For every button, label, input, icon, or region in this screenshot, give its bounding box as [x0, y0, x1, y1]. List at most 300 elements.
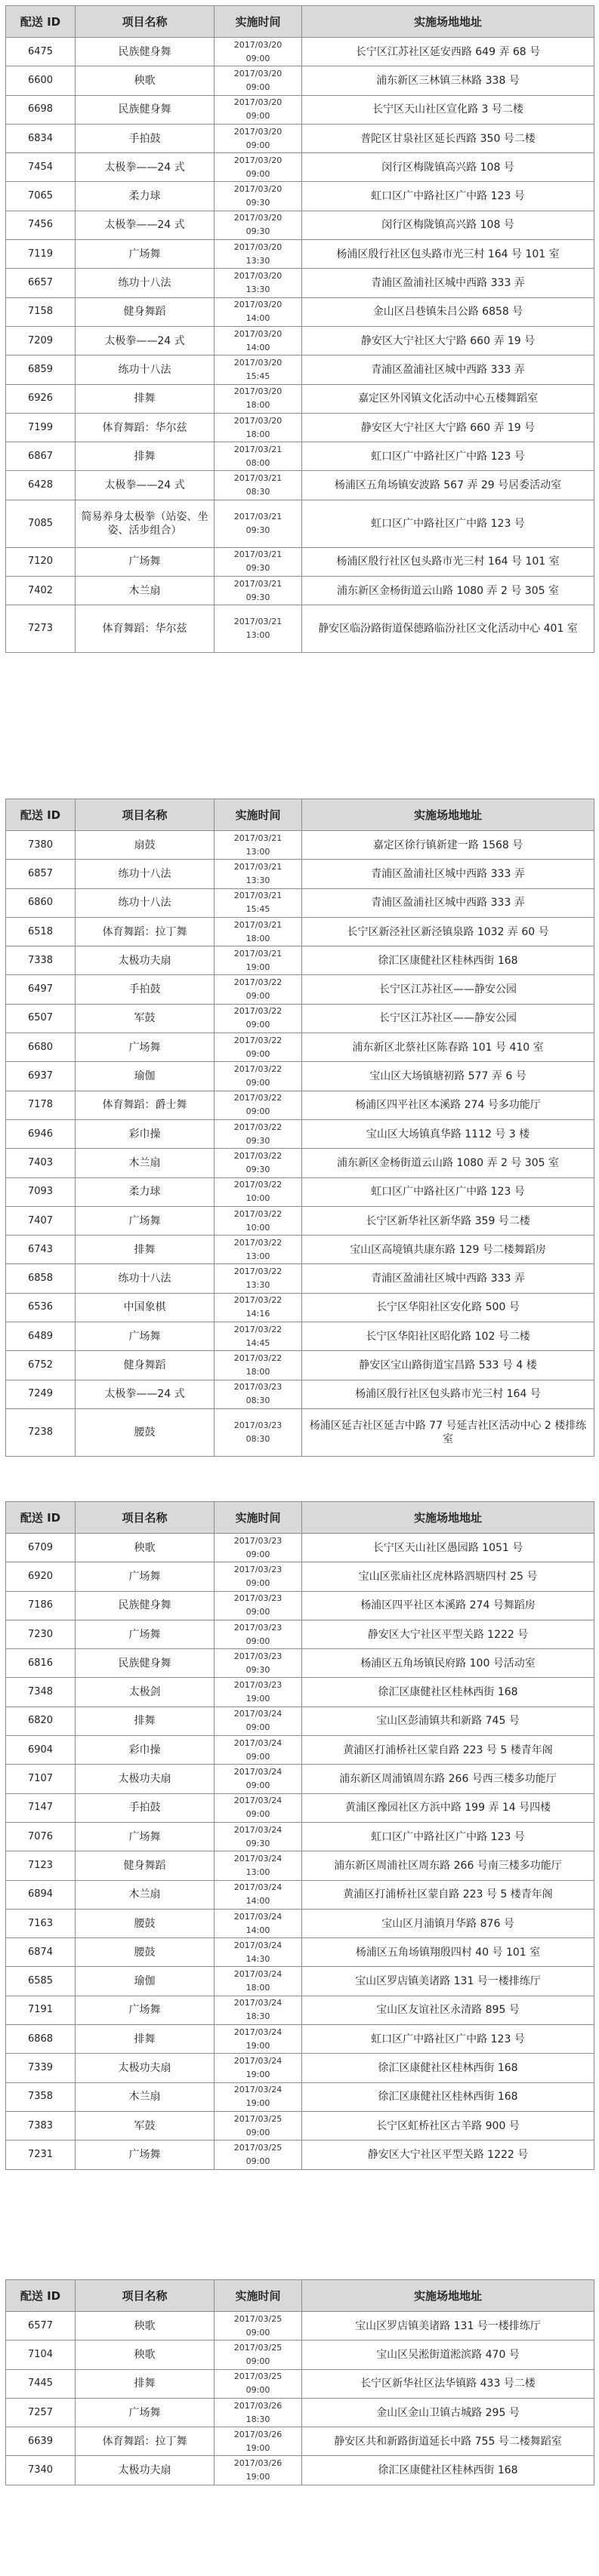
cell-project-name: 广场舞 [76, 1033, 215, 1062]
cell-id: 7456 [6, 211, 76, 239]
cell-id: 7158 [6, 297, 76, 326]
cell-address: 青浦区盈浦社区城中西路 333 弄 [302, 888, 594, 917]
cell-project-name: 体育舞蹈：华尔兹 [76, 413, 215, 442]
cell-clock: 19:00 [245, 1694, 270, 1704]
cell-project-name: 广场舞 [76, 1206, 215, 1235]
cell-time [215, 269, 302, 297]
cell-id: 7147 [6, 1793, 76, 1822]
cell-date: 2017/03/25 [233, 2313, 283, 2324]
cell-id: 6857 [6, 860, 76, 888]
cell-project-name: 太极拳——24 式 [76, 471, 215, 500]
cell-date: 2017/03/24 [233, 1940, 283, 1950]
table-row [6, 917, 594, 946]
cell-project-name: 柔力球 [76, 182, 215, 211]
cell-address: 青浦区盈浦社区城中西路 333 弄 [302, 269, 594, 297]
cell-address: 杨浦区四平社区本溪路 274 号舞蹈房 [302, 1591, 594, 1620]
cell-project-name: 广场舞 [76, 1322, 215, 1351]
cell-address: 嘉定区外冈镇文化活动中心五楼舞蹈室 [302, 384, 594, 413]
cell-project-name: 民族健身舞 [76, 1649, 215, 1678]
cell-project-name: 太极剑 [76, 1678, 215, 1707]
cell-address: 浦东新区金杨街道云山路 1080 弄 2 号 305 室 [302, 1149, 594, 1177]
cell-id: 7348 [6, 1678, 76, 1707]
table-row [6, 2341, 594, 2369]
cell-address: 静安区宝山路街道宝昌路 533 号 4 楼 [302, 1351, 594, 1380]
cell-project-name: 排舞 [76, 384, 215, 413]
table-row [6, 888, 594, 917]
cell-address: 宝山区罗店镇美诸路 131 号一楼排练厅 [302, 2312, 594, 2341]
cell-address: 长宁区新泾社区新泾镇泉路 1032 弄 60 号 [302, 917, 594, 946]
cell-date: 2017/03/24 [233, 2085, 283, 2095]
table-row [6, 1851, 594, 1880]
cell-time [215, 2025, 302, 2054]
cell-id: 6698 [6, 95, 76, 124]
cell-id: 6497 [6, 975, 76, 1004]
cell-id: 6820 [6, 1707, 76, 1735]
cell-time [215, 1264, 302, 1293]
cell-clock: 09:00 [245, 1106, 270, 1117]
cell-time [215, 1177, 302, 1206]
cell-id: 7076 [6, 1822, 76, 1851]
table-row [6, 605, 594, 653]
cell-date: 2017/03/22 [233, 1064, 283, 1075]
cell-clock: 09:00 [245, 53, 270, 63]
cell-time [215, 413, 302, 442]
cell-address: 长宁区华阳社区昭化路 102 号二楼 [302, 1322, 594, 1351]
cell-clock: 14:00 [245, 313, 270, 324]
cell-id: 6946 [6, 1119, 76, 1148]
schedule-table-2 [5, 799, 594, 1457]
cell-clock: 13:00 [245, 846, 270, 857]
cell-project-name: 太极拳——24 式 [76, 153, 215, 182]
cell-id: 7403 [6, 1149, 76, 1177]
cell-address: 长宁区新华社区新华路 359 号二楼 [302, 1206, 594, 1235]
cell-time [215, 2082, 302, 2111]
cell-time [215, 1765, 302, 1793]
cell-project-name: 练功十八法 [76, 355, 215, 384]
cell-id: 7123 [6, 1851, 76, 1880]
cell-clock: 08:30 [245, 487, 270, 497]
cell-clock: 14:00 [245, 1896, 270, 1907]
cell-clock: 09:30 [245, 563, 270, 574]
cell-date: 2017/03/21 [233, 833, 283, 843]
cell-clock: 18:00 [245, 1983, 270, 1993]
cell-date: 2017/03/23 [233, 1680, 283, 1691]
table-row [6, 1620, 594, 1648]
table-row [6, 297, 594, 326]
schedule-table-3 [5, 1501, 594, 2170]
cell-time [215, 1091, 302, 1119]
cell-clock: 09:30 [245, 198, 270, 208]
cell-address: 长宁区华阳社区安化路 500 号 [302, 1293, 594, 1322]
cell-clock: 09:30 [245, 1164, 270, 1174]
cell-address: 闵行区梅陇镇高兴路 108 号 [302, 211, 594, 239]
cell-time [215, 153, 302, 182]
cell-address: 虹口区广中路社区广中路 123 号 [302, 1177, 594, 1206]
cell-project-name: 排舞 [76, 2025, 215, 2054]
table-row [6, 860, 594, 888]
table-row [6, 831, 594, 860]
cell-time [215, 946, 302, 975]
cell-time [215, 1822, 302, 1851]
table-row [6, 1967, 594, 1996]
cell-address: 静安区临汾路街道保德路临汾社区文化活动中心 401 室 [302, 605, 594, 653]
cell-time [215, 2141, 302, 2169]
table-row [6, 2111, 594, 2140]
cell-id: 7209 [6, 326, 76, 355]
cell-clock: 09:00 [245, 2356, 270, 2366]
cell-address: 金山区金山卫镇古城路 295 号 [302, 2398, 594, 2427]
cell-time [215, 1062, 302, 1091]
cell-date: 2017/03/20 [233, 213, 283, 223]
cell-date: 2017/03/20 [233, 242, 283, 252]
cell-date: 2017/03/20 [233, 97, 283, 108]
cell-date: 2017/03/21 [233, 511, 283, 522]
cell-date: 2017/03/22 [233, 1353, 283, 1363]
cell-address: 黄浦区打浦桥社区蒙自路 223 号 5 楼青年阁 [302, 1880, 594, 1909]
cell-id: 6920 [6, 1562, 76, 1591]
cell-clock: 13:00 [245, 1251, 270, 1261]
cell-clock: 09:00 [245, 1020, 270, 1030]
cell-project-name: 民族健身舞 [76, 38, 215, 66]
cell-time [215, 211, 302, 239]
cell-clock: 09:00 [245, 1577, 270, 1588]
cell-id: 6428 [6, 471, 76, 500]
cell-address: 静安区大宁社区大宁路 660 弄 19 号 [302, 326, 594, 355]
cell-time [215, 2341, 302, 2369]
cell-address: 宝山区月浦镇月华路 876 号 [302, 1909, 594, 1937]
cell-id: 7065 [6, 182, 76, 211]
cell-date: 2017/03/22 [233, 1093, 283, 1103]
cell-address: 宝山区张庙社区虎林路泗塘四村 25 号 [302, 1562, 594, 1591]
cell-project-name: 彩巾操 [76, 1736, 215, 1765]
cell-project-name: 民族健身舞 [76, 95, 215, 124]
cell-address: 长宁区江苏社区——静安公园 [302, 1004, 594, 1033]
table-row [6, 1091, 594, 1119]
header-project-name: 项目名称 [76, 799, 215, 831]
cell-date: 2017/03/24 [233, 2027, 283, 2037]
cell-project-name: 太极功夫扇 [76, 2054, 215, 2082]
cell-address: 宝山区大场镇真华路 1112 号 3 楼 [302, 1119, 594, 1148]
cell-id: 7383 [6, 2111, 76, 2140]
cell-id: 7119 [6, 240, 76, 269]
cell-time [215, 2054, 302, 2082]
cell-date: 2017/03/21 [233, 861, 283, 872]
cell-clock: 19:00 [245, 2040, 270, 2051]
header-time: 实施时间 [215, 1502, 302, 1534]
cell-project-name: 柔力球 [76, 1177, 215, 1206]
cell-date: 2017/03/21 [233, 891, 283, 901]
table-row [6, 153, 594, 182]
cell-project-name: 腰鼓 [76, 1938, 215, 1967]
table-row [6, 1149, 594, 1177]
cell-id: 7249 [6, 1380, 76, 1408]
cell-clock: 08:30 [245, 1433, 270, 1444]
cell-time [215, 124, 302, 152]
cell-clock: 13:30 [245, 875, 270, 885]
table-row [6, 1880, 594, 1909]
cell-project-name: 军鼓 [76, 2111, 215, 2140]
table-row [6, 1649, 594, 1678]
cell-time [215, 2398, 302, 2427]
cell-clock: 15:45 [245, 904, 270, 915]
cell-id: 7186 [6, 1591, 76, 1620]
cell-address: 杨浦区五角场镇民府路 100 号活动室 [302, 1649, 594, 1678]
cell-date: 2017/03/23 [233, 1382, 283, 1393]
table-row [6, 1996, 594, 2024]
cell-id: 7107 [6, 1765, 76, 1793]
cell-id: 7085 [6, 500, 76, 547]
cell-address: 杨浦区殷行社区包头路市光三村 164 号 101 室 [302, 240, 594, 269]
cell-date: 2017/03/22 [233, 1006, 283, 1017]
cell-time [215, 975, 302, 1004]
cell-address: 静安区大宁社区平型关路 1222 号 [302, 1620, 594, 1648]
cell-id: 7273 [6, 605, 76, 653]
cell-id: 6577 [6, 2312, 76, 2341]
cell-date: 2017/03/25 [233, 2142, 283, 2153]
cell-time [215, 1736, 302, 1765]
header-project-name: 项目名称 [76, 2280, 215, 2312]
cell-clock: 09:00 [245, 1078, 270, 1088]
cell-clock: 13:30 [245, 285, 270, 295]
cell-project-name: 瑜伽 [76, 1062, 215, 1091]
cell-time [215, 326, 302, 355]
cell-clock: 19:00 [245, 2472, 270, 2482]
cell-clock: 09:30 [245, 226, 270, 237]
cell-address: 宝山区罗店镇美诸路 131 号一楼排练厅 [302, 1967, 594, 1996]
cell-project-name: 军鼓 [76, 1004, 215, 1033]
cell-address: 闵行区梅陇镇高兴路 108 号 [302, 153, 594, 182]
cell-project-name: 排舞 [76, 1707, 215, 1735]
cell-address: 徐汇区康健社区桂林西街 168 [302, 1678, 594, 1707]
header-id: 配送 ID [6, 2280, 76, 2312]
cell-time [215, 1004, 302, 1033]
header-address: 实施场地地址 [302, 1502, 594, 1534]
cell-id: 7340 [6, 2456, 76, 2485]
table-row [6, 1793, 594, 1822]
table-row [6, 1909, 594, 1937]
cell-id: 6489 [6, 1322, 76, 1351]
cell-id: 7445 [6, 2369, 76, 2398]
cell-address: 杨浦区延吉社区延吉中路 77 号延吉社区活动中心 2 楼排练室 [302, 1408, 594, 1456]
cell-date: 2017/03/23 [233, 1593, 283, 1604]
cell-time [215, 1206, 302, 1235]
cell-project-name: 排舞 [76, 2369, 215, 2398]
cell-date: 2017/03/21 [233, 473, 283, 484]
cell-clock: 09:00 [245, 1636, 270, 1646]
cell-time [215, 831, 302, 860]
cell-address: 嘉定区徐行镇新建一路 1568 号 [302, 831, 594, 860]
cell-date: 2017/03/25 [233, 2371, 283, 2382]
cell-clock: 19:00 [245, 2069, 270, 2079]
cell-time [215, 888, 302, 917]
cell-date: 2017/03/20 [233, 357, 283, 368]
cell-address: 杨浦区四平社区本溪路 274 号多功能厅 [302, 1091, 594, 1119]
cell-project-name: 广场舞 [76, 240, 215, 269]
header-row [6, 6, 594, 38]
cell-date: 2017/03/20 [233, 271, 283, 282]
cell-time [215, 860, 302, 888]
cell-address: 浦东新区北蔡社区陈春路 101 号 410 室 [302, 1033, 594, 1062]
table-row [6, 1938, 594, 1967]
cell-project-name: 太极拳——24 式 [76, 326, 215, 355]
cell-clock: 09:00 [245, 168, 270, 179]
cell-id: 7093 [6, 1177, 76, 1206]
cell-date: 2017/03/20 [233, 300, 283, 310]
cell-id: 6859 [6, 355, 76, 384]
cell-id: 6926 [6, 384, 76, 413]
cell-time [215, 1938, 302, 1967]
table-row [6, 500, 594, 547]
header-address: 实施场地地址 [302, 2280, 594, 2312]
cell-address: 杨浦区殷行社区包头路市光三村 164 号 101 室 [302, 547, 594, 576]
cell-project-name: 广场舞 [76, 2141, 215, 2169]
header-id: 配送 ID [6, 1502, 76, 1534]
cell-clock: 18:00 [245, 429, 270, 439]
cell-clock: 14:00 [245, 342, 270, 352]
cell-clock: 13:00 [245, 1867, 270, 1877]
cell-date: 2017/03/24 [233, 1767, 283, 1777]
cell-time [215, 471, 302, 500]
cell-date: 2017/03/23 [233, 1535, 283, 1546]
header-time: 实施时间 [215, 6, 302, 38]
cell-address: 长宁区江苏社区延安西路 649 弄 68 号 [302, 38, 594, 66]
cell-address: 黄浦区豫园社区方浜中路 199 弄 14 号四楼 [302, 1793, 594, 1822]
cell-project-name: 木兰扇 [76, 1880, 215, 1909]
cell-address: 普陀区甘泉社区延长西路 350 号二楼 [302, 124, 594, 152]
table-row [6, 1322, 594, 1351]
cell-date: 2017/03/22 [233, 1150, 283, 1161]
table-row [6, 2427, 594, 2456]
cell-id: 6860 [6, 888, 76, 917]
cell-date: 2017/03/23 [233, 1622, 283, 1633]
cell-id: 7104 [6, 2341, 76, 2369]
cell-address: 徐汇区康健社区桂林西街 168 [302, 2082, 594, 2111]
cell-id: 6904 [6, 1736, 76, 1765]
cell-time [215, 1351, 302, 1380]
cell-address: 宝山区高境镇共康东路 129 号二楼舞蹈房 [302, 1236, 594, 1264]
cell-id: 7380 [6, 831, 76, 860]
cell-time [215, 1293, 302, 1322]
cell-address: 浦东新区金杨街道云山路 1080 弄 2 号 305 室 [302, 577, 594, 605]
cell-time [215, 1678, 302, 1707]
table-row [6, 2054, 594, 2082]
cell-project-name: 手拍鼓 [76, 124, 215, 152]
cell-id: 7231 [6, 2141, 76, 2169]
cell-time [215, 2312, 302, 2341]
cell-date: 2017/03/26 [233, 2400, 283, 2411]
cell-id: 6834 [6, 124, 76, 152]
cell-project-name: 广场舞 [76, 1822, 215, 1851]
cell-time [215, 1707, 302, 1735]
table-row [6, 66, 594, 95]
table-row [6, 1822, 594, 1851]
table-row [6, 975, 594, 1004]
cell-id: 7338 [6, 946, 76, 975]
cell-clock: 09:00 [245, 1048, 270, 1059]
cell-time [215, 1591, 302, 1620]
cell-address: 静安区共和新路街道延长中路 755 号二楼舞蹈室 [302, 2427, 594, 2456]
cell-time [215, 297, 302, 326]
cell-project-name: 体育舞蹈：华尔兹 [76, 605, 215, 653]
header-time: 实施时间 [215, 2280, 302, 2312]
cell-clock: 14:16 [245, 1309, 270, 1319]
cell-address: 青浦区盈浦社区城中西路 333 弄 [302, 860, 594, 888]
table-row [6, 124, 594, 152]
cell-clock: 09:00 [245, 2385, 270, 2396]
cell-date: 2017/03/26 [233, 2429, 283, 2439]
cell-id: 6752 [6, 1351, 76, 1380]
cell-id: 6536 [6, 1293, 76, 1322]
cell-date: 2017/03/21 [233, 617, 283, 627]
cell-id: 6867 [6, 442, 76, 471]
cell-time [215, 1793, 302, 1822]
cell-time [215, 917, 302, 946]
cell-id: 7257 [6, 2398, 76, 2427]
cell-id: 7163 [6, 1909, 76, 1937]
cell-project-name: 瑜伽 [76, 1967, 215, 1996]
table-row [6, 946, 594, 975]
cell-address: 浦东新区周浦社区周东路 266 号南三楼多功能厅 [302, 1851, 594, 1880]
cell-clock: 09:00 [245, 1722, 270, 1733]
cell-id: 7339 [6, 2054, 76, 2082]
cell-id: 7454 [6, 153, 76, 182]
cell-date: 2017/03/21 [233, 444, 283, 454]
cell-date: 2017/03/24 [233, 1853, 283, 1864]
cell-project-name: 太极拳——24 式 [76, 1380, 215, 1408]
cell-project-name: 彩巾操 [76, 1119, 215, 1148]
cell-date: 2017/03/22 [233, 1180, 283, 1190]
cell-clock: 15:45 [245, 371, 270, 381]
cell-address: 宝山区大场镇塘初路 577 弄 6 号 [302, 1062, 594, 1091]
cell-time [215, 1534, 302, 1562]
header-time: 实施时间 [215, 799, 302, 831]
cell-time [215, 384, 302, 413]
cell-id: 6816 [6, 1649, 76, 1678]
cell-date: 2017/03/20 [233, 126, 283, 137]
cell-time [215, 1880, 302, 1909]
cell-date: 2017/03/25 [233, 2113, 283, 2124]
cell-project-name: 练功十八法 [76, 860, 215, 888]
cell-id: 7191 [6, 1996, 76, 2024]
cell-project-name: 太极功夫扇 [76, 1765, 215, 1793]
cell-time [215, 66, 302, 95]
cell-project-name: 木兰扇 [76, 577, 215, 605]
header-row [6, 1502, 594, 1534]
cell-date: 2017/03/22 [233, 1324, 283, 1334]
cell-time [215, 240, 302, 269]
cell-id: 6600 [6, 66, 76, 95]
cell-time [215, 1149, 302, 1177]
cell-clock: 09:00 [245, 2156, 270, 2166]
cell-address: 浦东新区周浦镇周东路 266 号西三楼多功能厅 [302, 1765, 594, 1793]
cell-time [215, 1851, 302, 1880]
cell-id: 6585 [6, 1967, 76, 1996]
cell-clock: 19:00 [245, 962, 270, 972]
cell-id: 6639 [6, 2427, 76, 2456]
cell-project-name: 健身舞蹈 [76, 1351, 215, 1380]
cell-time [215, 182, 302, 211]
cell-address: 静安区大宁社区大宁路 660 弄 19 号 [302, 413, 594, 442]
table-row [6, 471, 594, 500]
cell-date: 2017/03/20 [233, 386, 283, 397]
cell-clock: 09:00 [245, 1607, 270, 1617]
cell-time [215, 605, 302, 653]
cell-id: 7230 [6, 1620, 76, 1648]
cell-address: 虹口区广中路社区广中路 123 号 [302, 2025, 594, 2054]
cell-id: 6868 [6, 2025, 76, 2054]
cell-project-name: 太极功夫扇 [76, 946, 215, 975]
cell-time [215, 1996, 302, 2024]
